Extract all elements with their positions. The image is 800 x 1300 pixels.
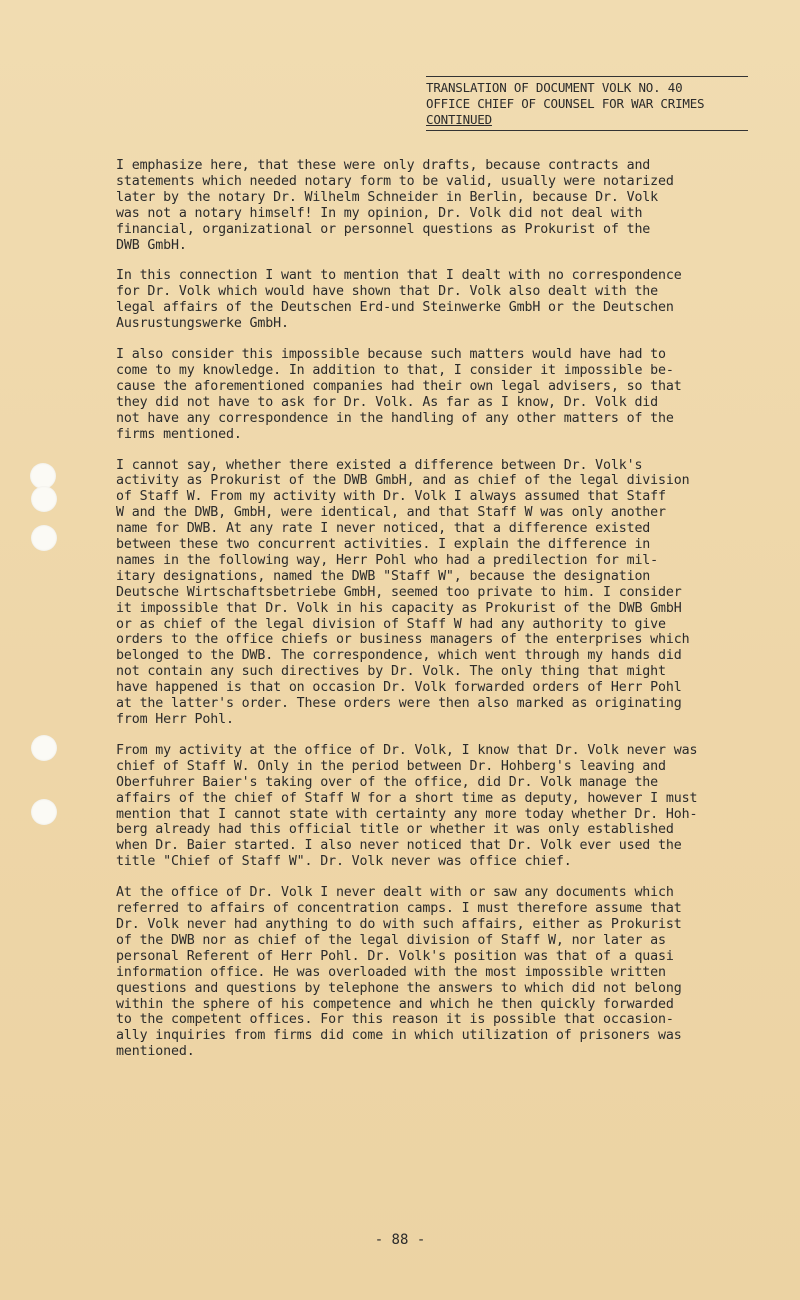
text-line: cause the aforementioned companies had their own legal advisers, so that — [116, 378, 682, 394]
text-line: of Staff W. From my activity with Dr. Volk I always assumed that Staff — [116, 489, 666, 505]
punch-hole — [31, 525, 57, 551]
paragraph — [116, 743, 722, 870]
text-line: not have any correspondence in the handling of any other matters of the — [116, 410, 674, 426]
text-line: when Dr. Baier started. I also never noticed that Dr. Volk ever used the — [116, 838, 682, 854]
text-line: come to my knowledge. In addition to that, I consider it impossible be- — [116, 362, 674, 378]
text-line: chief of Staff W. Only in the period between Dr. Hohberg's leaving and — [116, 758, 666, 774]
text-line: questions and questions by telephone the answers to which did not belong — [116, 980, 682, 996]
text-line: firms mentioned. — [116, 426, 242, 442]
text-line: I also consider this impossible because such matters would have had to — [116, 347, 666, 363]
text-line: Ausrustungswerke GmbH. — [116, 316, 289, 332]
text-line: personal Referent of Herr Pohl. Dr. Volk's position was that of a quasi — [116, 948, 674, 964]
text-line: it impossible that Dr. Volk in his capacity as Prokurist of the DWB GmbH — [116, 600, 682, 616]
document-header — [426, 76, 748, 131]
text-line: belonged to the DWB. The correspondence, which went through my hands did — [116, 648, 682, 664]
text-line: From my activity at the office of Dr. Volk, I know that Dr. Volk never was — [116, 742, 698, 758]
paragraph — [116, 268, 722, 332]
text-line: berg already had this official title or whether it was only established — [116, 822, 674, 838]
text-line: itary designations, named the DWB "Staff W", because the designation — [116, 568, 651, 584]
text-line: Deutsche Wirtschaftsbetriebe GmbH, seemed too private to him. I consider — [116, 584, 682, 600]
text-line: legal affairs of the Deutschen Erd-und Steinwerke GmbH or the Deutschen — [116, 300, 674, 316]
text-line: have happened is that on occasion Dr. Volk forwarded orders of Herr Pohl — [116, 680, 682, 696]
text-line: not contain any such directives by Dr. Volk. The only thing that might — [116, 664, 666, 680]
text-line: title "Chief of Staff W". Dr. Volk never was office chief. — [116, 854, 572, 870]
punch-hole — [31, 735, 57, 761]
text-line: names in the following way, Herr Pohl who had a predilection for mil- — [116, 552, 659, 568]
punch-holes — [28, 0, 58, 1300]
text-line: In this connection I want to mention that I dealt with no correspondence — [116, 268, 682, 284]
text-line: financial, organizational or personnel questions as Prokurist of the — [116, 221, 651, 237]
text-line: to the competent offices. For this reason it is possible that occasion- — [116, 1012, 674, 1028]
text-line: later by the notary Dr. Wilhelm Schneider in Berlin, because Dr. Volk — [116, 189, 659, 205]
text-line: DWB GmbH. — [116, 237, 187, 253]
text-line: between these two concurrent activities. I explain the difference in — [116, 537, 651, 553]
text-line: affairs of the chief of Staff W for a short time as deputy, however I must — [116, 790, 698, 806]
paragraph — [116, 347, 722, 442]
page-number: - 88 - — [374, 1232, 426, 1248]
text-line: at the latter's order. These orders were then also marked as originating — [116, 696, 682, 712]
punch-hole — [31, 799, 57, 825]
text-line: I cannot say, whether there existed a difference between Dr. Volk's — [116, 457, 643, 473]
header-office: OFFICE CHIEF OF COUNSEL FOR WAR CRIMES — [426, 96, 705, 111]
paragraph — [116, 885, 722, 1060]
text-line: At the office of Dr. Volk I never dealt with or saw any documents which — [116, 885, 674, 901]
text-line: of the DWB nor as chief of the legal division of Staff W, nor later as — [116, 932, 666, 948]
text-line: Oberfuhrer Baier's taking over of the office, did Dr. Volk manage the — [116, 774, 659, 790]
header-title: TRANSLATION OF DOCUMENT VOLK NO. 40 — [426, 80, 683, 95]
text-line: from Herr Pohl. — [116, 712, 234, 727]
paragraph — [116, 158, 722, 253]
header-rule-top — [426, 76, 748, 77]
paragraph — [116, 458, 722, 728]
text-line: W and the DWB, GmbH, were identical, and that Staff W was only another — [116, 505, 666, 521]
punch-hole — [31, 486, 57, 512]
document-body — [116, 158, 722, 1075]
text-line: they did not have to ask for Dr. Volk. As far as I know, Dr. Volk did — [116, 394, 659, 410]
text-line: was not a notary himself! In my opinion, Dr. Volk did not deal with — [116, 205, 643, 221]
text-line: Dr. Volk never had anything to do with such affairs, either as Prokurist — [116, 916, 682, 932]
text-line: within the sphere of his competence and which he then quickly forwarded — [116, 996, 674, 1012]
text-line: mentioned. — [116, 1044, 195, 1060]
text-line: statements which needed notary form to be valid, usually were notarized — [116, 173, 674, 189]
text-line: referred to affairs of concentration camps. I must therefore assume that — [116, 901, 682, 917]
text-line: name for DWB. At any rate I never noticed, that a difference existed — [116, 521, 651, 537]
header-continued: CONTINUED — [426, 112, 492, 127]
text-line: I emphasize here, that these were only drafts, because contracts and — [116, 158, 651, 173]
text-line: orders to the office chiefs or business managers of the enterprises which — [116, 632, 690, 648]
text-line: activity as Prokurist of the DWB GmbH, and as chief of the legal division — [116, 473, 690, 489]
text-line: or as chief of the legal division of Staff W had any authority to give — [116, 616, 666, 632]
text-line: ally inquiries from firms did come in which utilization of prisoners was — [116, 1028, 682, 1044]
header-rule-bottom — [426, 130, 748, 131]
text-line: for Dr. Volk which would have shown that Dr. Volk also dealt with the — [116, 284, 659, 300]
text-line: mention that I cannot state with certainty any more today whether Dr. Hoh- — [116, 806, 698, 822]
text-line: information office. He was overloaded with the most impossible written — [116, 964, 666, 980]
